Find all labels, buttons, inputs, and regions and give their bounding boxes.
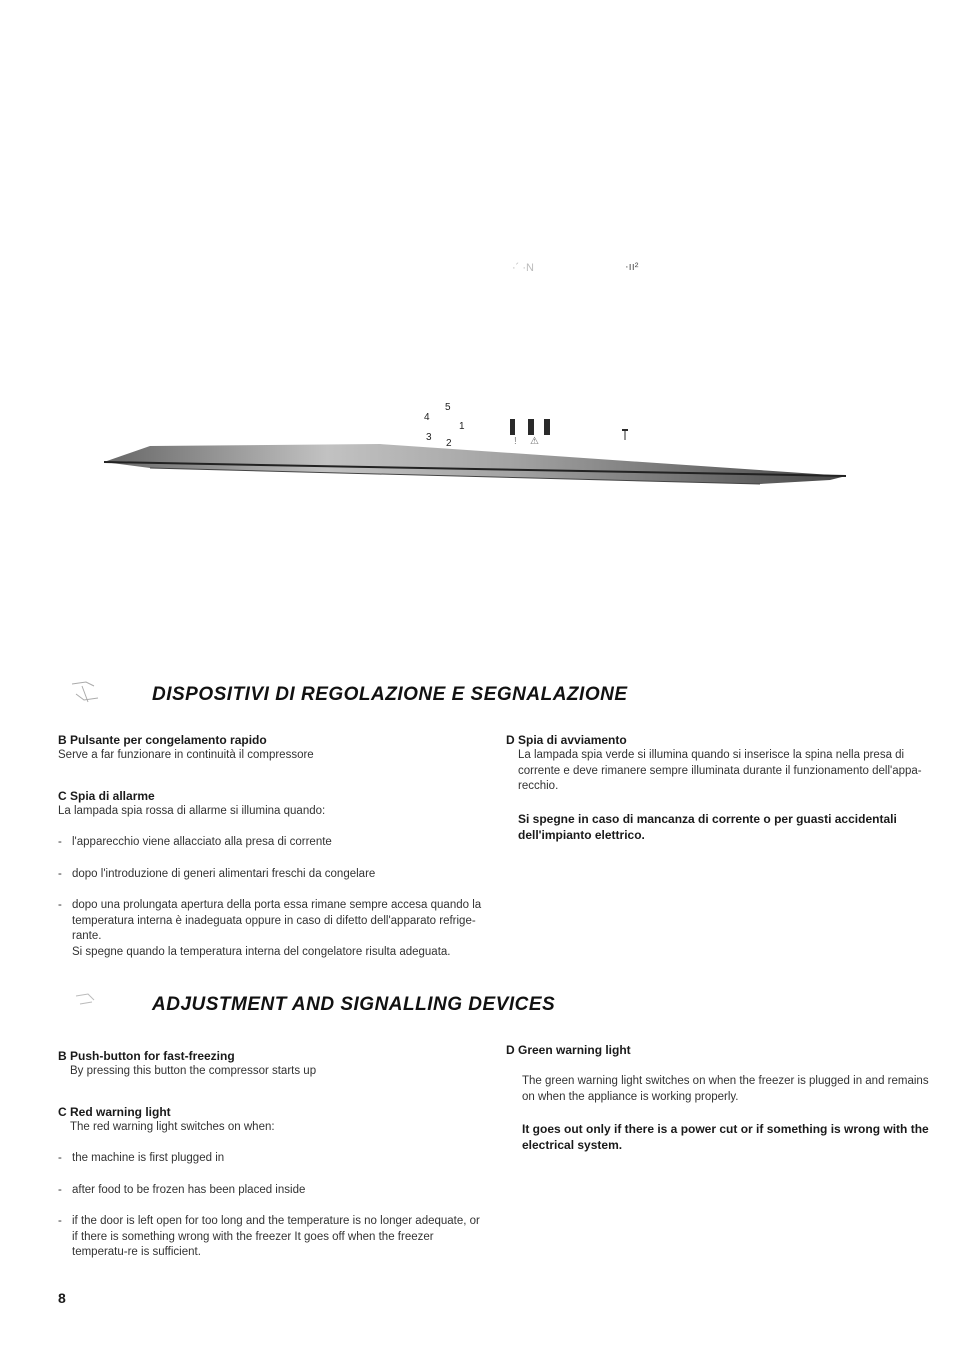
section-title-english: ADJUSTMENT AND SIGNALLING DEVICES: [152, 994, 556, 1015]
list-item: - dopo l'introduzione di generi alimentari freschi da congelare: [58, 867, 376, 880]
italian-right-column: [506, 732, 928, 843]
list-item: - the machine is first plugged in: [58, 1152, 225, 1164]
text-c: La lampada spia rossa di allarme si illumina quando:: [58, 804, 326, 817]
dial-number: 5: [445, 402, 451, 413]
heading-d: D Green warning light: [506, 1043, 631, 1057]
snowflake-decoration-icon: [70, 990, 110, 1010]
note-d: It goes out only if there is a power cut or if something is wrong with the electrical system.: [522, 1122, 929, 1152]
english-right-column: [506, 1042, 930, 1153]
warning-triangle-icon: ⚠: [530, 436, 539, 447]
indicator-c-label: !: [514, 436, 517, 447]
heading-b: B Pulsante per congelamento rapido: [58, 733, 267, 747]
dial-number: 2: [446, 438, 452, 449]
heading-d: D Spia di avviamento: [506, 733, 627, 747]
italian-left-column: [58, 732, 483, 960]
section-title-italian: DISPOSITIVI DI REGOLAZIONE E SEGNALAZIONE: [152, 684, 628, 705]
scan-mark: ·´ ·N: [512, 262, 534, 274]
text-c: The red warning light switches on when:: [70, 1120, 275, 1133]
heading-c: C Red warning light: [58, 1104, 171, 1119]
list-item: - after food to be frozen has been placed inside: [58, 1183, 306, 1196]
heading-c: C Spia di allarme: [58, 788, 155, 803]
note-d: Si spegne in caso di mancanza di corrente o per guasti accidentali dell'impianto elettrico.: [518, 811, 897, 842]
text-c-footer: Si spegne quando la temperatura interna del congelatore risulta adeguata.: [72, 945, 451, 958]
list-item: - dopo una prolungata apertura della porta essa rimane sempre accesa quando la temperatura interna è inadeguata oppure in caso di difetto dell'apparato refrige-rante.: [58, 899, 482, 942]
text-b: Serve a far funzionare in continuità il compressore: [58, 749, 314, 761]
english-left-column: [58, 1048, 483, 1261]
text-b: By pressing this button the compressor starts up: [70, 1065, 317, 1077]
list-item: - l'apparecchio viene allacciato alla presa di corrente: [58, 836, 332, 848]
text-d: The green warning light switches on when the freezer is plugged in and remains on when the appliance is working properly.: [522, 1075, 929, 1103]
dial-number: 1: [459, 421, 465, 432]
dial-number: 3: [426, 432, 432, 443]
dial-number: 4: [424, 412, 430, 423]
heading-b: B Push-button for fast-freezing: [58, 1049, 235, 1063]
page-number: 8: [58, 1290, 66, 1306]
panel-strip-graphic: [0, 380, 954, 500]
snowflake-decoration-icon: [64, 676, 114, 710]
scan-mark: ·ıı²: [625, 261, 639, 273]
text-d: La lampada spia verde si illumina quando si inserisce la spina nella presa di corrente e deve rimanere sempre illuminata durante il funzionamento dell'appa-recchio.: [518, 749, 922, 792]
list-item: - if the door is left open for too long and the temperature is no longer adequate, or if there is something wrong with the freezer It goes off when the freezer temperatu-re is sufficient.: [58, 1215, 480, 1258]
